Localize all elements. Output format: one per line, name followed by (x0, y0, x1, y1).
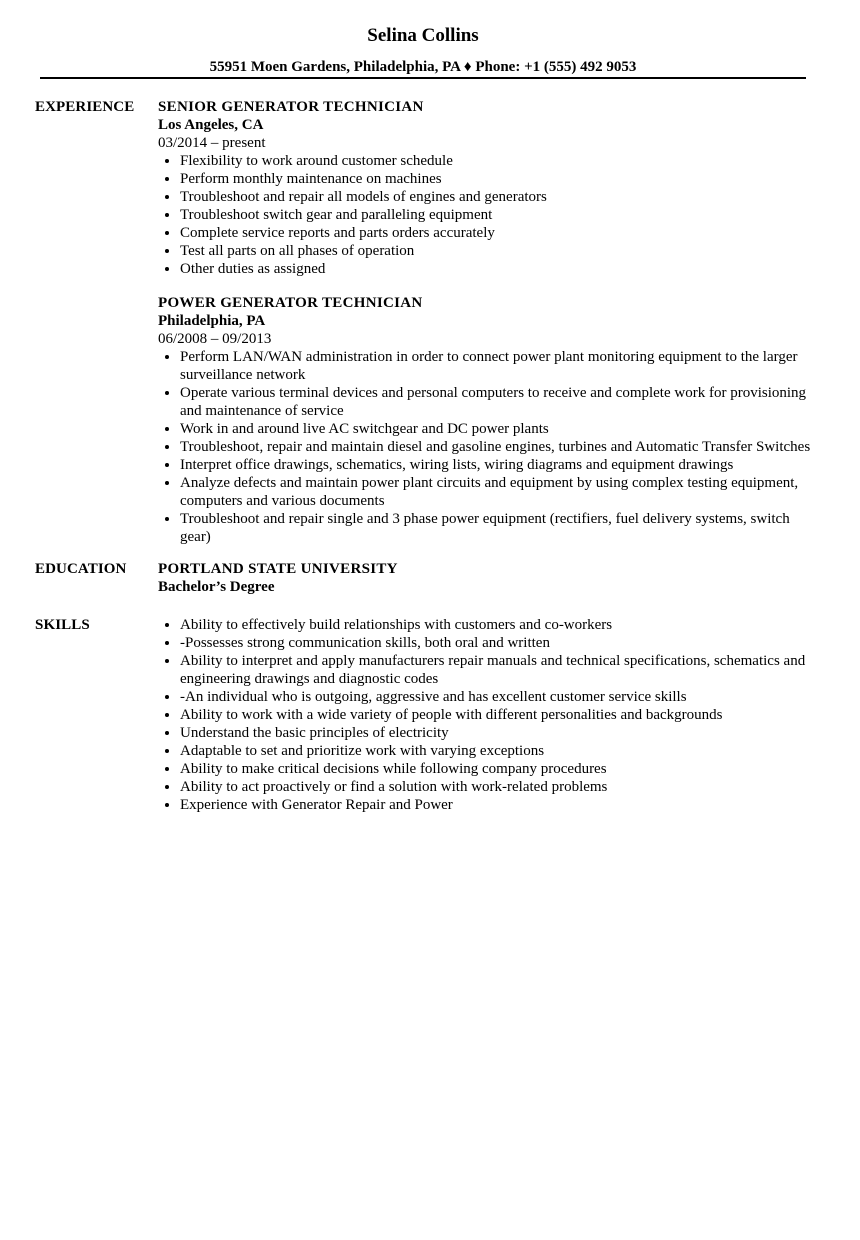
job-title: POWER GENERATOR TECHNICIAN (158, 295, 423, 311)
job-entry (158, 294, 818, 546)
list-item-text: Flexibility to work around customer schedule (180, 153, 453, 169)
bullet-icon (165, 641, 169, 645)
list-item (158, 742, 818, 760)
list-item (158, 688, 818, 706)
list-item-text: -Possesses strong communication skills, both oral and written (180, 635, 550, 651)
list-item-text: Complete service reports and parts orders accurately (180, 225, 495, 241)
bullet-icon (165, 445, 169, 449)
bullet-icon (165, 177, 169, 181)
list-item-text: Ability to make critical decisions while following company procedures (180, 761, 607, 777)
list-item (158, 206, 818, 224)
list-item-text: Troubleshoot and repair all models of engines and generators (180, 189, 547, 205)
bullet-icon (165, 249, 169, 253)
list-item (158, 796, 818, 814)
list-item-text: Ability to work with a wide variety of people with different personalities and backgrounds (180, 707, 723, 723)
bullet-icon (165, 427, 169, 431)
list-item-text: Ability to interpret and apply manufacturers repair manuals and technical specifications, schematics and engineering drawings and diagnostic codes (180, 653, 806, 687)
list-item-text: -An individual who is outgoing, aggressive and has excellent customer service skills (180, 689, 687, 705)
list-item-text: Other duties as assigned (180, 261, 326, 277)
bullet-icon (165, 623, 169, 627)
contact-line: 55951 Moen Gardens, Philadelphia, PA ♦ Phone: +1 (555) 492 9053 (209, 59, 637, 75)
bullet-icon (165, 517, 169, 521)
bullet-icon (165, 713, 169, 717)
section-label-skills: SKILLS (35, 617, 90, 633)
list-item (158, 778, 818, 796)
bullet-icon (165, 463, 169, 467)
header-divider (40, 77, 806, 79)
education-body (158, 560, 818, 596)
bullet-icon (165, 767, 169, 771)
list-item-text: Adaptable to set and prioritize work with varying exceptions (180, 743, 545, 759)
bullet-icon (165, 803, 169, 807)
bullet-icon (165, 231, 169, 235)
list-item (158, 260, 818, 278)
list-item (158, 384, 818, 420)
list-item (158, 510, 818, 546)
candidate-name: Selina Collins (367, 25, 479, 46)
job-location: Philadelphia, PA (158, 313, 266, 329)
section-label-education: EDUCATION (35, 561, 127, 577)
list-item-text: Troubleshoot, repair and maintain diesel and gasoline engines, turbines and Automatic Transfer Switches (180, 439, 811, 455)
list-item (158, 242, 818, 260)
school-name: PORTLAND STATE UNIVERSITY (158, 561, 398, 577)
skills-body (158, 616, 818, 814)
bullet-icon (165, 695, 169, 699)
skills-list (158, 616, 818, 814)
bullet-icon (165, 785, 169, 789)
list-item (158, 170, 818, 188)
list-item-text: Experience with Generator Repair and Power (180, 797, 453, 813)
list-item (158, 706, 818, 724)
bullet-icon (165, 659, 169, 663)
job-dates: 06/2008 – 09/2013 (158, 331, 272, 347)
list-item-text: Work in and around live AC switchgear and DC power plants (180, 421, 549, 437)
job-duties-list (158, 348, 818, 546)
list-item (158, 224, 818, 242)
list-item (158, 474, 818, 510)
resume-header (40, 24, 806, 76)
list-item-text: Test all parts on all phases of operation (180, 243, 415, 259)
list-item-text: Understand the basic principles of electricity (180, 725, 449, 741)
degree-name: Bachelor’s Degree (158, 579, 275, 595)
experience-body (158, 98, 818, 546)
bullet-icon (165, 749, 169, 753)
list-item (158, 652, 818, 688)
job-duties-list (158, 152, 818, 278)
job-dates: 03/2014 – present (158, 135, 266, 151)
job-entry (158, 98, 818, 278)
list-item (158, 456, 818, 474)
list-item (158, 348, 818, 384)
bullet-icon (165, 481, 169, 485)
list-item-text: Analyze defects and maintain power plant circuits and equipment by using complex testing equipment, computers and various documents (180, 475, 799, 509)
list-item (158, 616, 818, 634)
list-item (158, 152, 818, 170)
list-item-text: Troubleshoot switch gear and paralleling equipment (180, 207, 493, 223)
list-item (158, 188, 818, 206)
list-item (158, 438, 818, 456)
job-location: Los Angeles, CA (158, 117, 264, 133)
list-item-text: Operate various terminal devices and personal computers to receive and complete work for provisioning and maintenance of service (180, 385, 807, 419)
list-item-text: Interpret office drawings, schematics, wiring lists, wiring diagrams and equipment drawings (180, 457, 734, 473)
bullet-icon (165, 355, 169, 359)
list-item-text: Perform monthly maintenance on machines (180, 171, 442, 187)
bullet-icon (165, 267, 169, 271)
bullet-icon (165, 195, 169, 199)
bullet-icon (165, 159, 169, 163)
list-item-text: Ability to act proactively or find a solution with work-related problems (180, 779, 608, 795)
list-item (158, 420, 818, 438)
job-title: SENIOR GENERATOR TECHNICIAN (158, 99, 424, 115)
list-item (158, 760, 818, 778)
list-item-text: Perform LAN/WAN administration in order to connect power plant monitoring equipment to the larger surveillance network (180, 349, 798, 383)
list-item-text: Troubleshoot and repair single and 3 phase power equipment (rectifiers, fuel delivery systems, switch gear) (180, 511, 790, 545)
list-item-text: Ability to effectively build relationships with customers and co-workers (180, 617, 613, 633)
list-item (158, 724, 818, 742)
bullet-icon (165, 731, 169, 735)
bullet-icon (165, 213, 169, 217)
list-item (158, 634, 818, 652)
bullet-icon (165, 391, 169, 395)
section-label-experience: EXPERIENCE (35, 99, 135, 115)
